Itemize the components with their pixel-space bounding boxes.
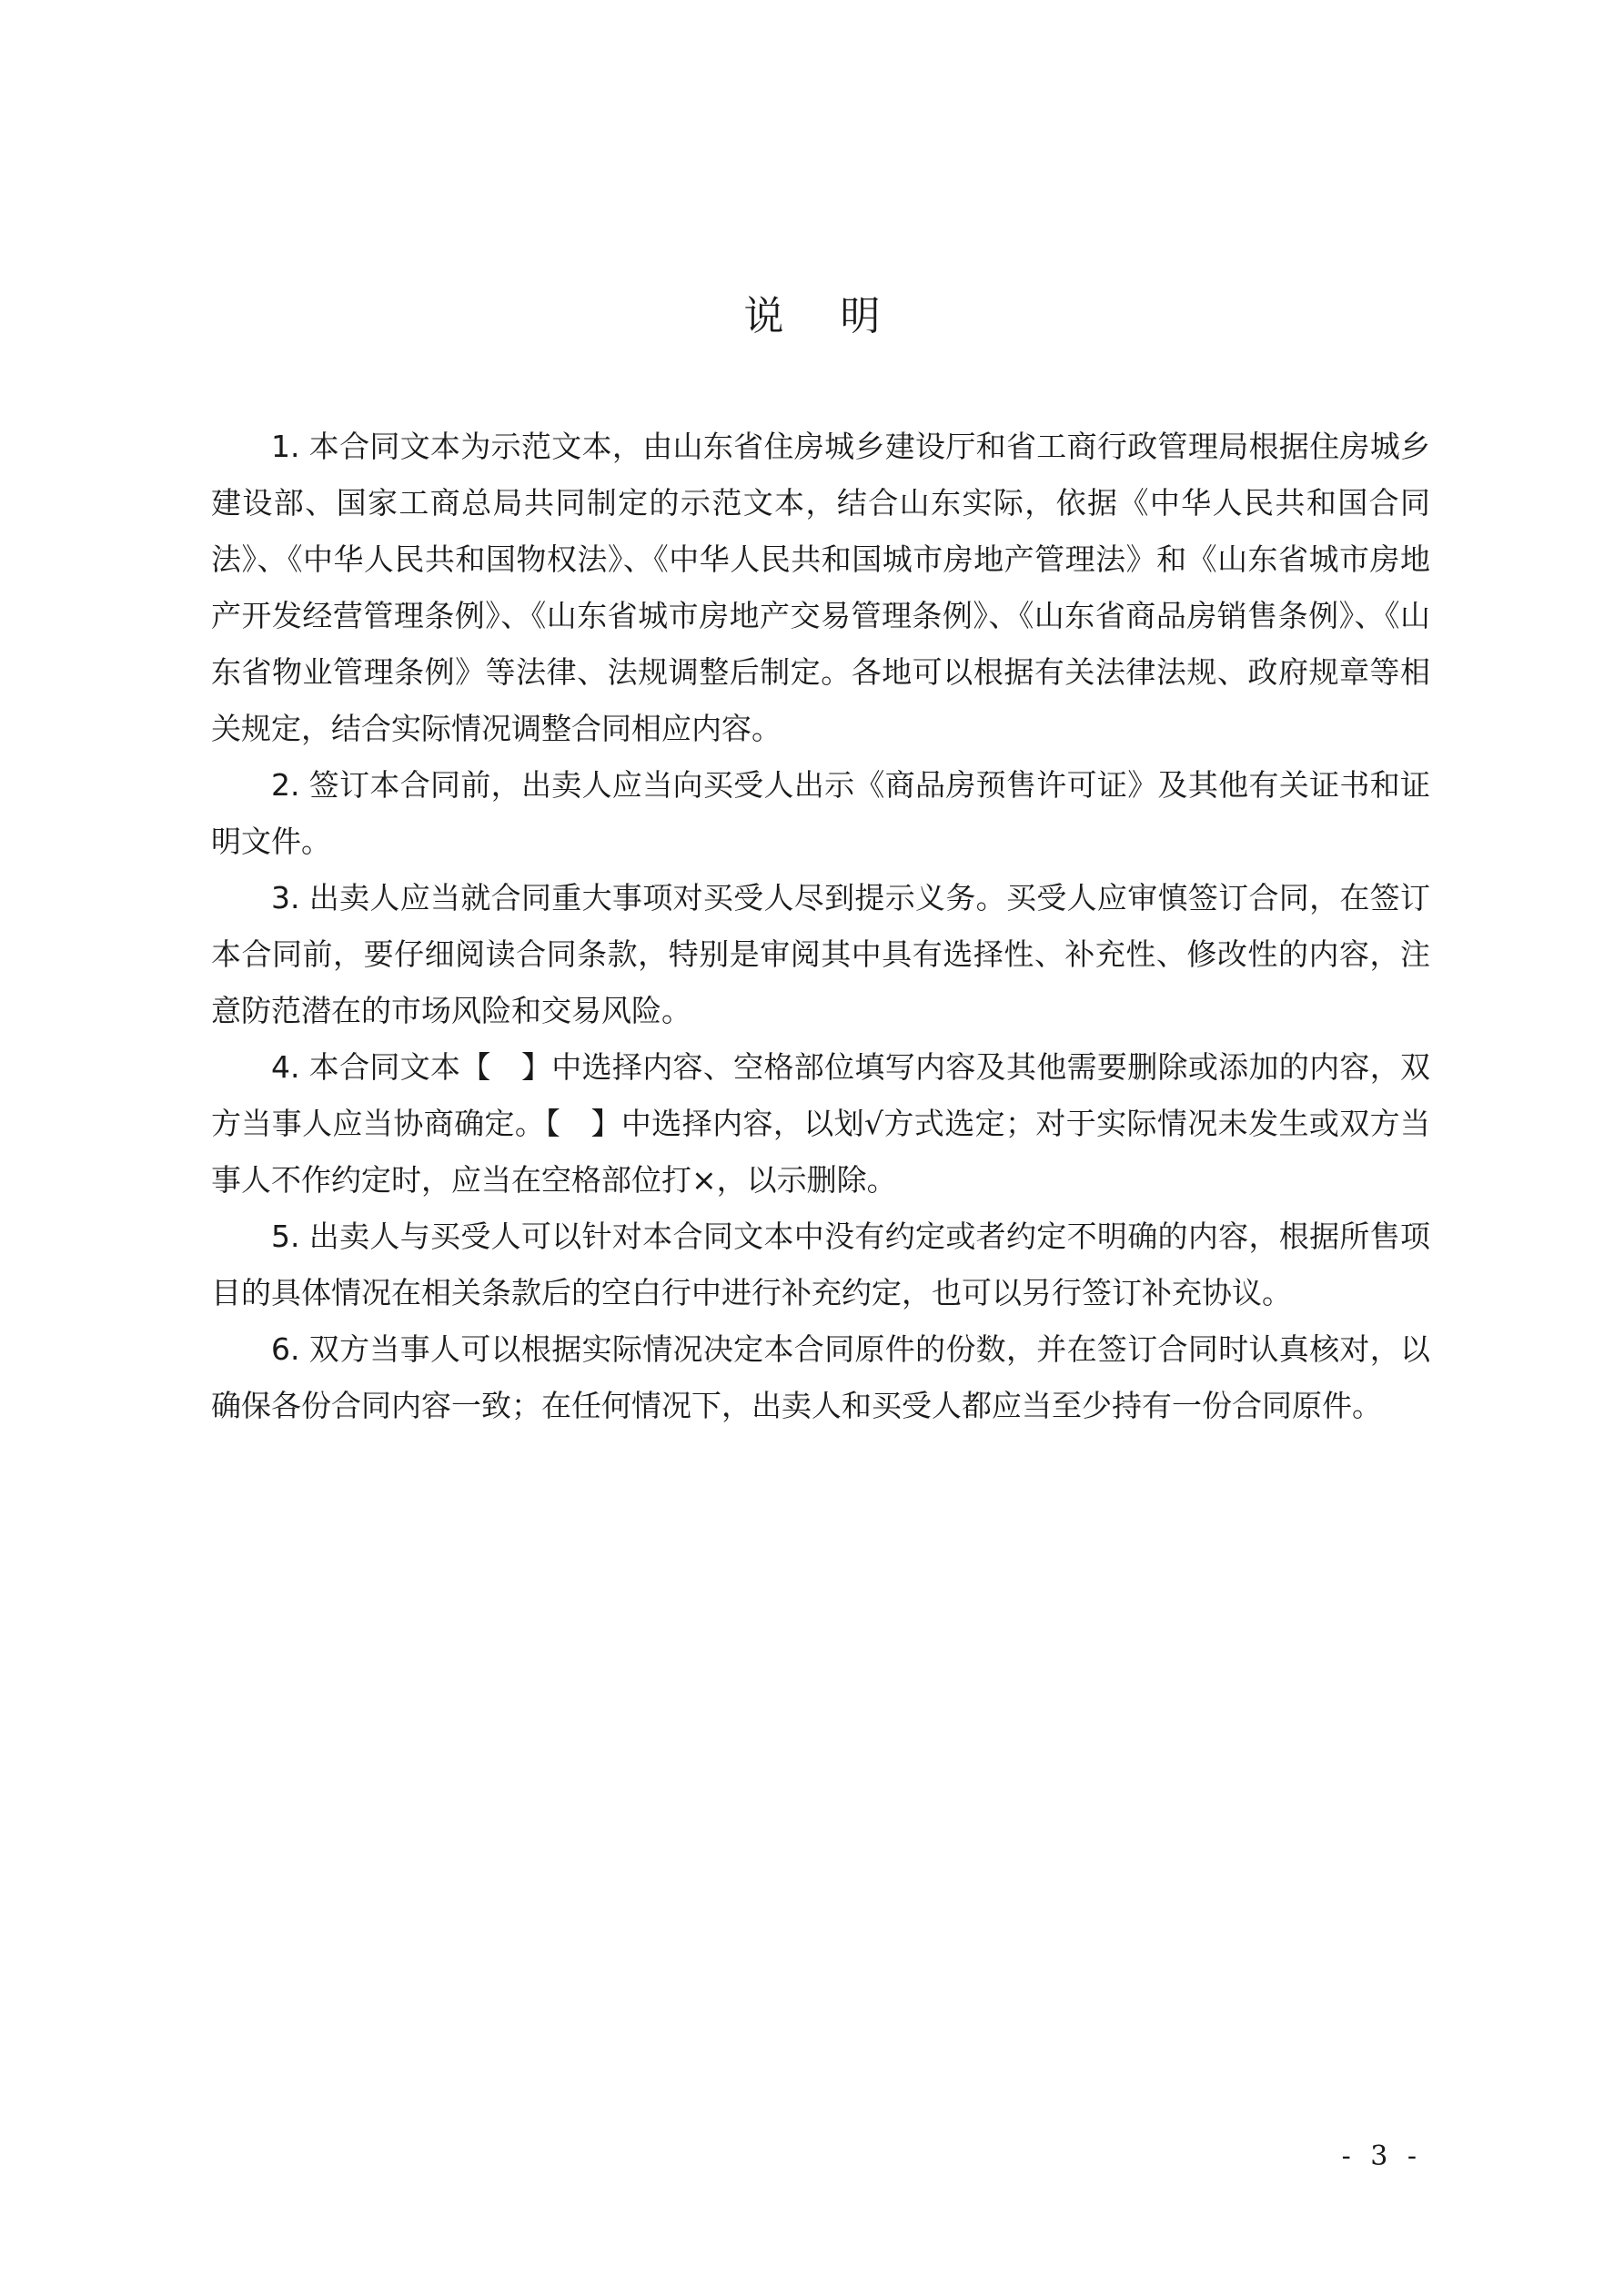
paragraph-text: 双方当事人可以根据实际情况决定本合同原件的份数，并在签订合同时认真核对，以确保各份合同内容一致；在任何情况下，出卖人和买受人都应当至少持有一份合同原件。	[211, 1331, 1430, 1423]
paragraph-number: 5.	[271, 1219, 300, 1254]
paragraph-text: 出卖人与买受人可以针对本合同文本中没有约定或者约定不明确的内容，根据所售项目的具体情况在相关条款后的空白行中进行补充约定，也可以另行签订补充协议。	[211, 1219, 1430, 1310]
paragraph-5	[211, 1209, 1430, 1321]
paragraph-number: 4.	[271, 1049, 300, 1085]
paragraph-number: 2.	[271, 767, 300, 803]
paragraph-2	[211, 757, 1430, 870]
paragraph-text: 本合同文本【 】中选择内容、空格部位填写内容及其他需要删除或添加的内容，双方当事人应当协商确定。【 】中选择内容，以划√方式选定；对于实际情况未发生或双方当事人不作约定时，应当在空格部位打×，以示删除。	[211, 1049, 1430, 1198]
page-number: - 3 -	[1341, 2140, 1422, 2172]
paragraph-number: 3.	[271, 880, 300, 915]
paragraph-3	[211, 870, 1430, 1039]
paragraph-text: 签订本合同前，出卖人应当向买受人出示《商品房预售许可证》及其他有关证书和证明文件。	[211, 767, 1430, 859]
paragraph-4	[211, 1039, 1430, 1209]
page-title: 说明	[743, 293, 937, 339]
paragraph-1	[211, 419, 1430, 757]
paragraph-text: 本合同文本为示范文本，由山东省住房城乡建设厅和省工商行政管理局根据住房城乡建设部、国家工商总局共同制定的示范文本，结合山东实际，依据《中华人民共和国合同法》、《中华人民共和国物权法》、《中华人民共和国城市房地产管理法》和《山东省城市房地产开发经营管理条例》、《山东省城市房地产交易管理条例》、《山东省商品房销售条例》、《山东省物业管理条例》等法律、法规调整后制定。各地可以根据有关法律法规、政府规章等相关规定，结合实际情况调整合同相应内容。	[211, 429, 1430, 746]
paragraph-6	[211, 1321, 1430, 1434]
paragraph-number: 6.	[271, 1331, 300, 1367]
document-body	[211, 419, 1430, 1434]
paragraph-text: 出卖人应当就合同重大事项对买受人尽到提示义务。买受人应审慎签订合同，在签订本合同前，要仔细阅读合同条款，特别是审阅其中具有选择性、补充性、修改性的内容，注意防范潜在的市场风险和交易风险。	[211, 880, 1430, 1028]
paragraph-number: 1.	[271, 429, 300, 464]
